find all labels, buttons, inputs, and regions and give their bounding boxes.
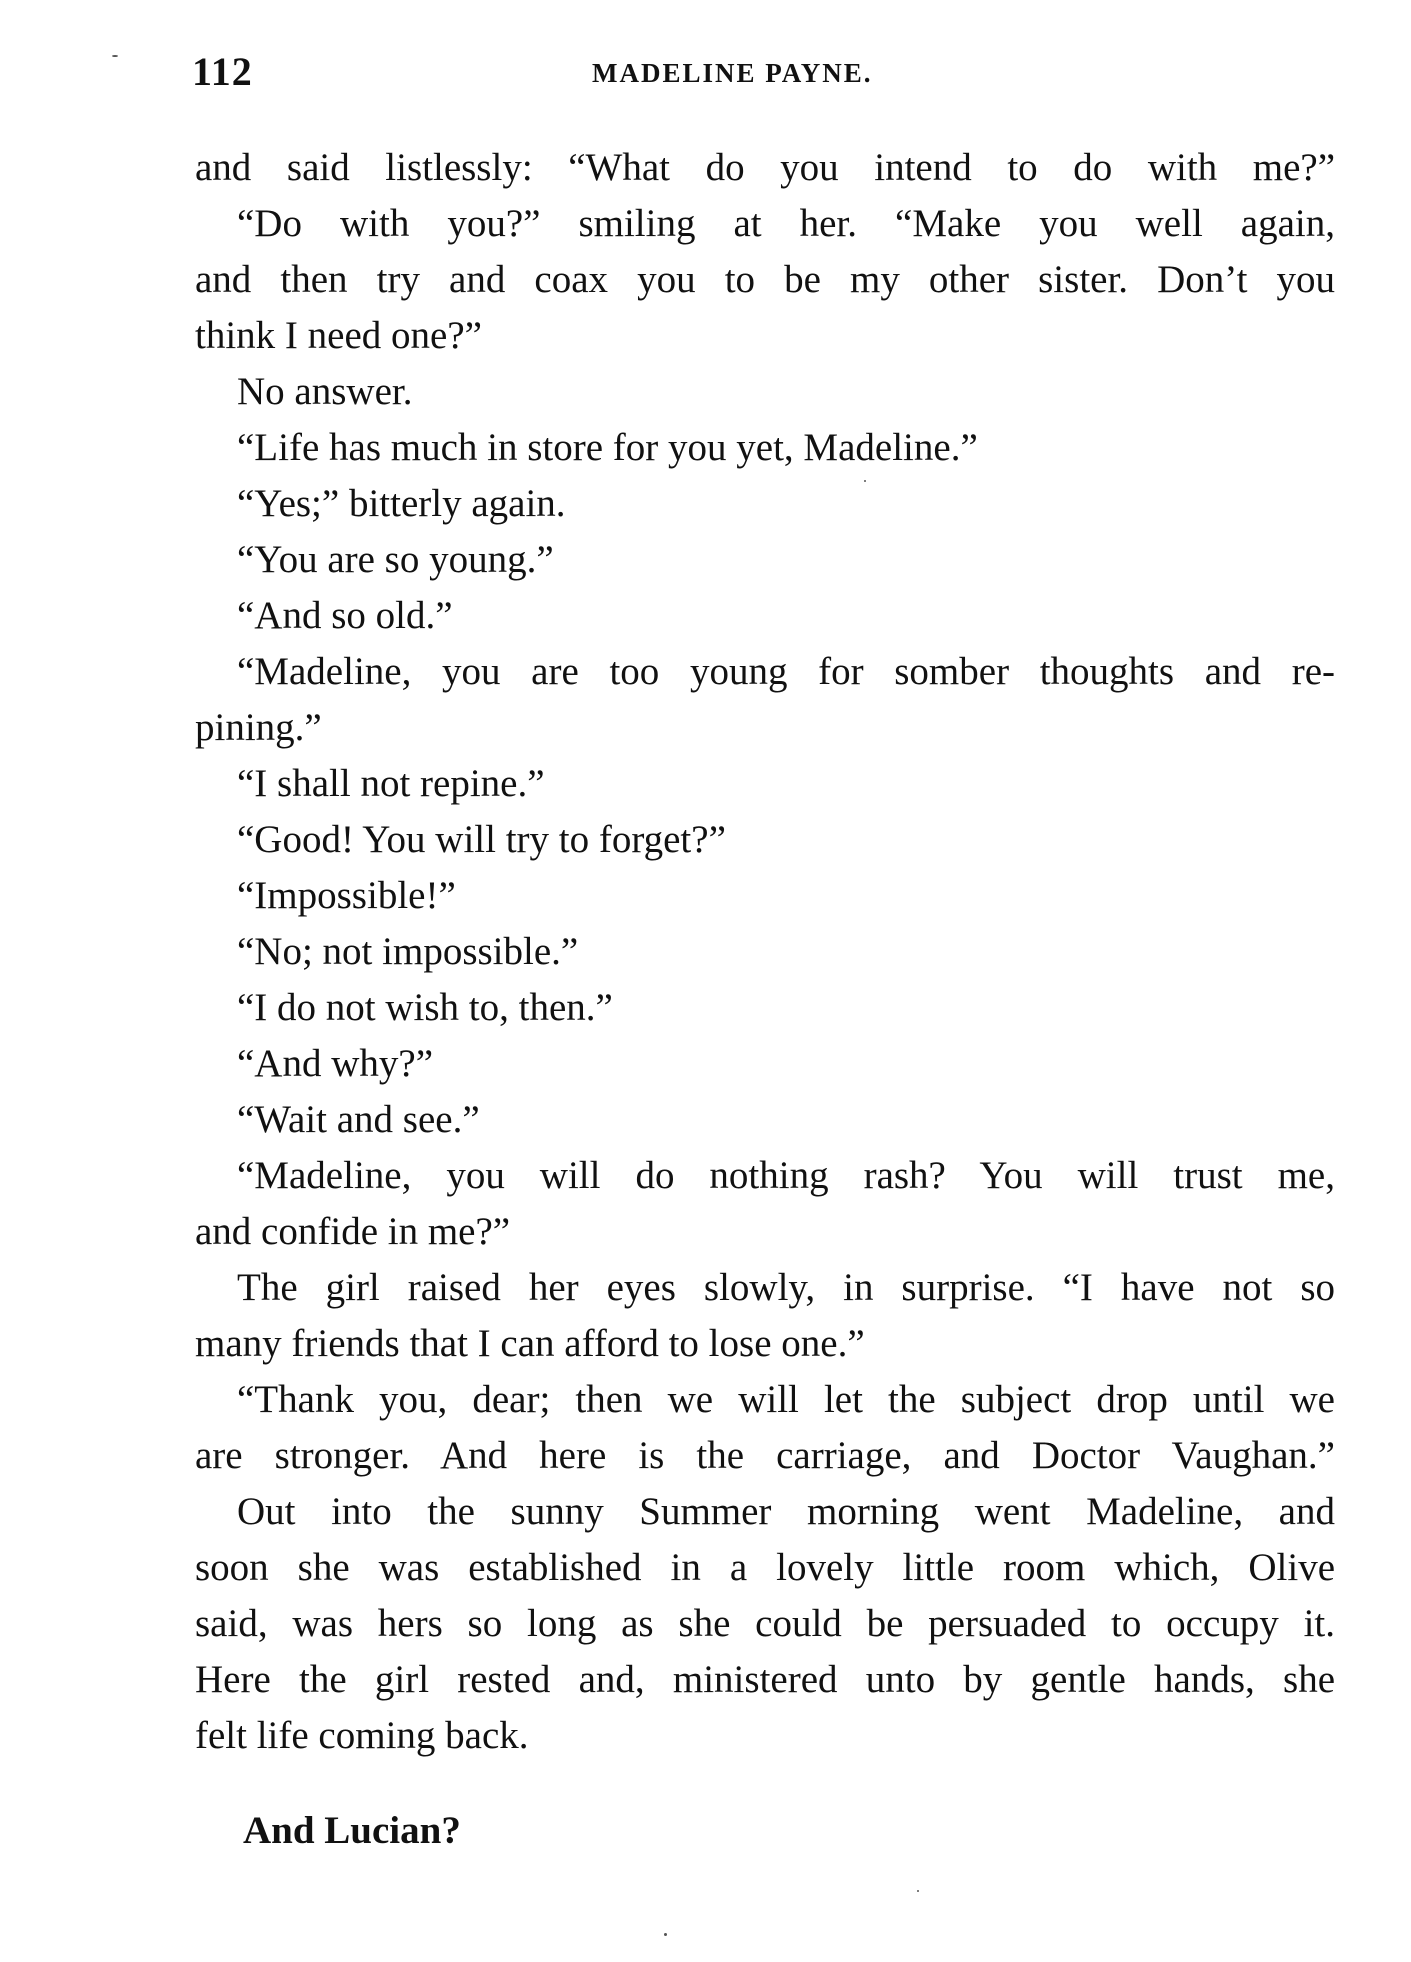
scan-speck: [917, 1890, 919, 1892]
running-title: MADELINE PAYNE.: [592, 58, 873, 88]
text-line: The girl raised her eyes slowly, in surprise. “I have not so: [237, 1266, 1335, 1309]
text-line: “Impossible!”: [237, 874, 456, 917]
page-number: 112: [192, 49, 253, 94]
text-line: Out into the sunny Summer morning went Madeline, and: [237, 1490, 1335, 1533]
text-line: and confide in me?”: [195, 1210, 511, 1253]
scan-speck: [664, 1933, 667, 1936]
text-line: “Do with you?” smiling at her. “Make you well again,: [237, 202, 1335, 245]
text-line: think I need one?”: [195, 314, 482, 357]
text-line: said, was hers so long as she could be persuaded to occupy it.: [195, 1602, 1335, 1645]
page-header: [192, 48, 1337, 98]
text-line: felt life coming back.: [195, 1714, 529, 1757]
text-line: “Thank you, dear; then we will let the subject drop until we: [237, 1378, 1335, 1421]
text-line: “And so old.”: [237, 594, 453, 637]
body-text: [195, 140, 1335, 1764]
text-line: many friends that I can afford to lose one.”: [195, 1322, 865, 1365]
text-line: “Yes;” bitterly again.: [237, 482, 566, 525]
text-line: pining.”: [195, 706, 322, 749]
text-line: “You are so young.”: [237, 538, 554, 581]
scan-speck: [112, 55, 118, 57]
text-line: soon she was established in a lovely little room which, Olive: [195, 1546, 1335, 1589]
text-line: and then try and coax you to be my other sister. Don’t you: [195, 258, 1335, 301]
text-line: are stronger. And here is the carriage, and Doctor Vaughan.”: [195, 1434, 1335, 1477]
text-line: “I do not wish to, then.”: [237, 986, 613, 1029]
text-line: No answer.: [237, 370, 413, 413]
text-line: “Madeline, you will do nothing rash? You will trust me,: [237, 1154, 1335, 1197]
scan-speck: [864, 480, 866, 482]
text-line: and said listlessly: “What do you intend to do with me?”: [195, 146, 1335, 189]
text-line: “Wait and see.”: [237, 1098, 480, 1141]
closing-line: And Lucian?: [243, 1809, 461, 1852]
text-line: Here the girl rested and, ministered unto by gentle hands, she: [195, 1658, 1335, 1701]
text-line: “Madeline, you are too young for somber thoughts and re-: [237, 650, 1335, 693]
text-line: “No; not impossible.”: [237, 930, 579, 973]
text-line: “I shall not repine.”: [237, 762, 545, 805]
text-line: “Good! You will try to forget?”: [237, 818, 726, 861]
text-line: “Life has much in store for you yet, Madeline.”: [237, 426, 978, 469]
text-line: “And why?”: [237, 1042, 434, 1085]
